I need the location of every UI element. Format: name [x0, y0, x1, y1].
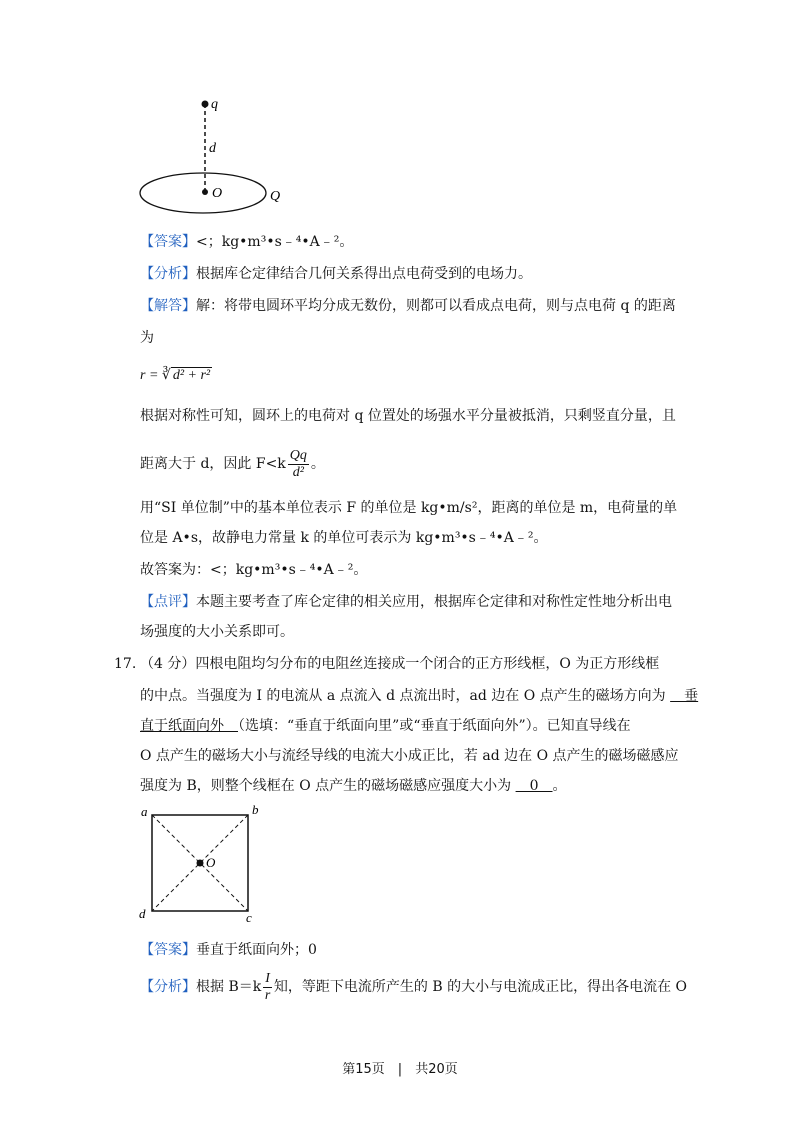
analysis-17-pre: 根据 B＝k [196, 979, 262, 995]
answer-tag: 【答案】 [140, 234, 196, 250]
si-line-1: 用“SI 单位制”中的基本单位表示 F 的单位是 kg•m/s²，距离的单位是 m，电荷量的单 [140, 500, 678, 516]
question-line-1: （4 分）四根电阻均匀分布的电阻丝连接成一个闭合的正方形线框，O 为正方形线框 [140, 656, 660, 672]
answer-17-tag: 【答案】 [140, 942, 196, 958]
distance-line [140, 446, 325, 482]
analysis-17-tag: 【分析】 [140, 979, 196, 995]
question-line-3 [140, 716, 631, 736]
label-d: d [209, 141, 216, 156]
question-text-3: （选填：“垂直于纸面向里”或“垂直于纸面向外”）。已知直导线在 [238, 718, 631, 734]
distance-text-post: 。 [310, 456, 325, 472]
analysis-line [140, 264, 532, 284]
fraction-numerator: Qq [289, 447, 307, 463]
blank-1-part-1: 垂 [670, 688, 699, 704]
point-charge-q [202, 101, 209, 108]
solution-line-2: 为 [140, 330, 154, 346]
comment-line-2: 场强度的大小关系即可。 [140, 624, 294, 640]
fraction-denominator: d² [292, 464, 304, 480]
question-text-5: 强度为 B，则整个线框在 O 点产生的磁场磁感应强度大小为 [140, 778, 512, 794]
analysis-tag: 【分析】 [140, 266, 196, 282]
solution-line-1 [140, 296, 676, 316]
question-text-5-end: 。 [552, 778, 567, 794]
question-number: 17. [114, 656, 137, 672]
question-line-5 [140, 776, 567, 796]
comment-tag: 【点评】 [140, 594, 196, 610]
analysis-17-post: 知，等距下电流所产生的 B 的大小与电流成正比，得出各电流在 O [273, 979, 688, 995]
label-q: q [211, 97, 218, 112]
question-line-4: O 点产生的磁场大小与流经导线的电流大小成正比，若 ad 边在 O 点产生的磁场磁感应 [140, 748, 679, 764]
label-Q: Q [270, 189, 281, 204]
question-text-2: 的中点。当强度为 I 的电流从 a 点流入 d 点流出时，ad 边在 O 点产生的磁场方向为 [140, 688, 666, 704]
comment-text-1: 本题主要考查了库仑定律的相关应用，根据库仑定律和对称性定性地分析出电 [196, 594, 672, 610]
fraction-I-r [263, 971, 272, 1004]
answer-17-line [140, 940, 317, 960]
final-answer-line: 故答案为：<；kg•m³•s﹣⁴•A﹣²。 [140, 562, 368, 578]
vertex-c: c [246, 910, 252, 925]
center-label-O: O [206, 855, 216, 870]
square-frame-figure [135, 800, 265, 930]
center-point-O [197, 860, 204, 867]
distance-text-pre: 距离大于 d，因此 F<k [140, 456, 286, 472]
analysis-text: 根据库仑定律结合几何关系得出点电荷受到的电场力。 [196, 266, 532, 282]
blank-1-part-2: 直于纸面向外 [140, 718, 238, 734]
fraction-Qq-d2 [288, 448, 309, 481]
formula-r-lhs: r = ∛ [140, 368, 171, 383]
symmetry-line: 根据对称性可知，圆环上的电荷对 q 位置处的场强水平分量被抵消，只剩竖直分量，且 [140, 408, 676, 424]
page-footer: 第15页 | 共20页 [342, 1062, 458, 1077]
question-line-2 [140, 686, 698, 706]
formula-r-radicand: d² + r² [172, 368, 211, 383]
vertex-b: b [252, 802, 259, 817]
ring-center-O [202, 189, 208, 195]
answer-text: <；kg•m³•s﹣⁴•A﹣²。 [196, 234, 354, 250]
solution-tag: 【解答】 [140, 298, 196, 314]
answer-line [140, 232, 353, 252]
vertex-a: a [141, 804, 148, 819]
blank-2: 0 [515, 778, 553, 794]
ring-charge-figure [135, 90, 305, 220]
vertex-d: d [139, 906, 146, 921]
fraction-r: r [264, 987, 271, 1003]
fraction-I: I [265, 970, 270, 986]
si-line-2: 位是 A•s，故静电力常量 k 的单位可表示为 kg•m³•s﹣⁴•A﹣²。 [140, 530, 548, 546]
formula-r [140, 365, 212, 386]
analysis-17-line [140, 970, 687, 1004]
comment-line-1 [140, 592, 672, 612]
answer-17-text: 垂直于纸面向外；0 [196, 942, 317, 958]
label-O: O [212, 186, 223, 201]
solution-text-1: 解：将带电圆环平均分成无数份，则都可以看成点电荷，则与点电荷 q 的距离 [196, 298, 676, 314]
